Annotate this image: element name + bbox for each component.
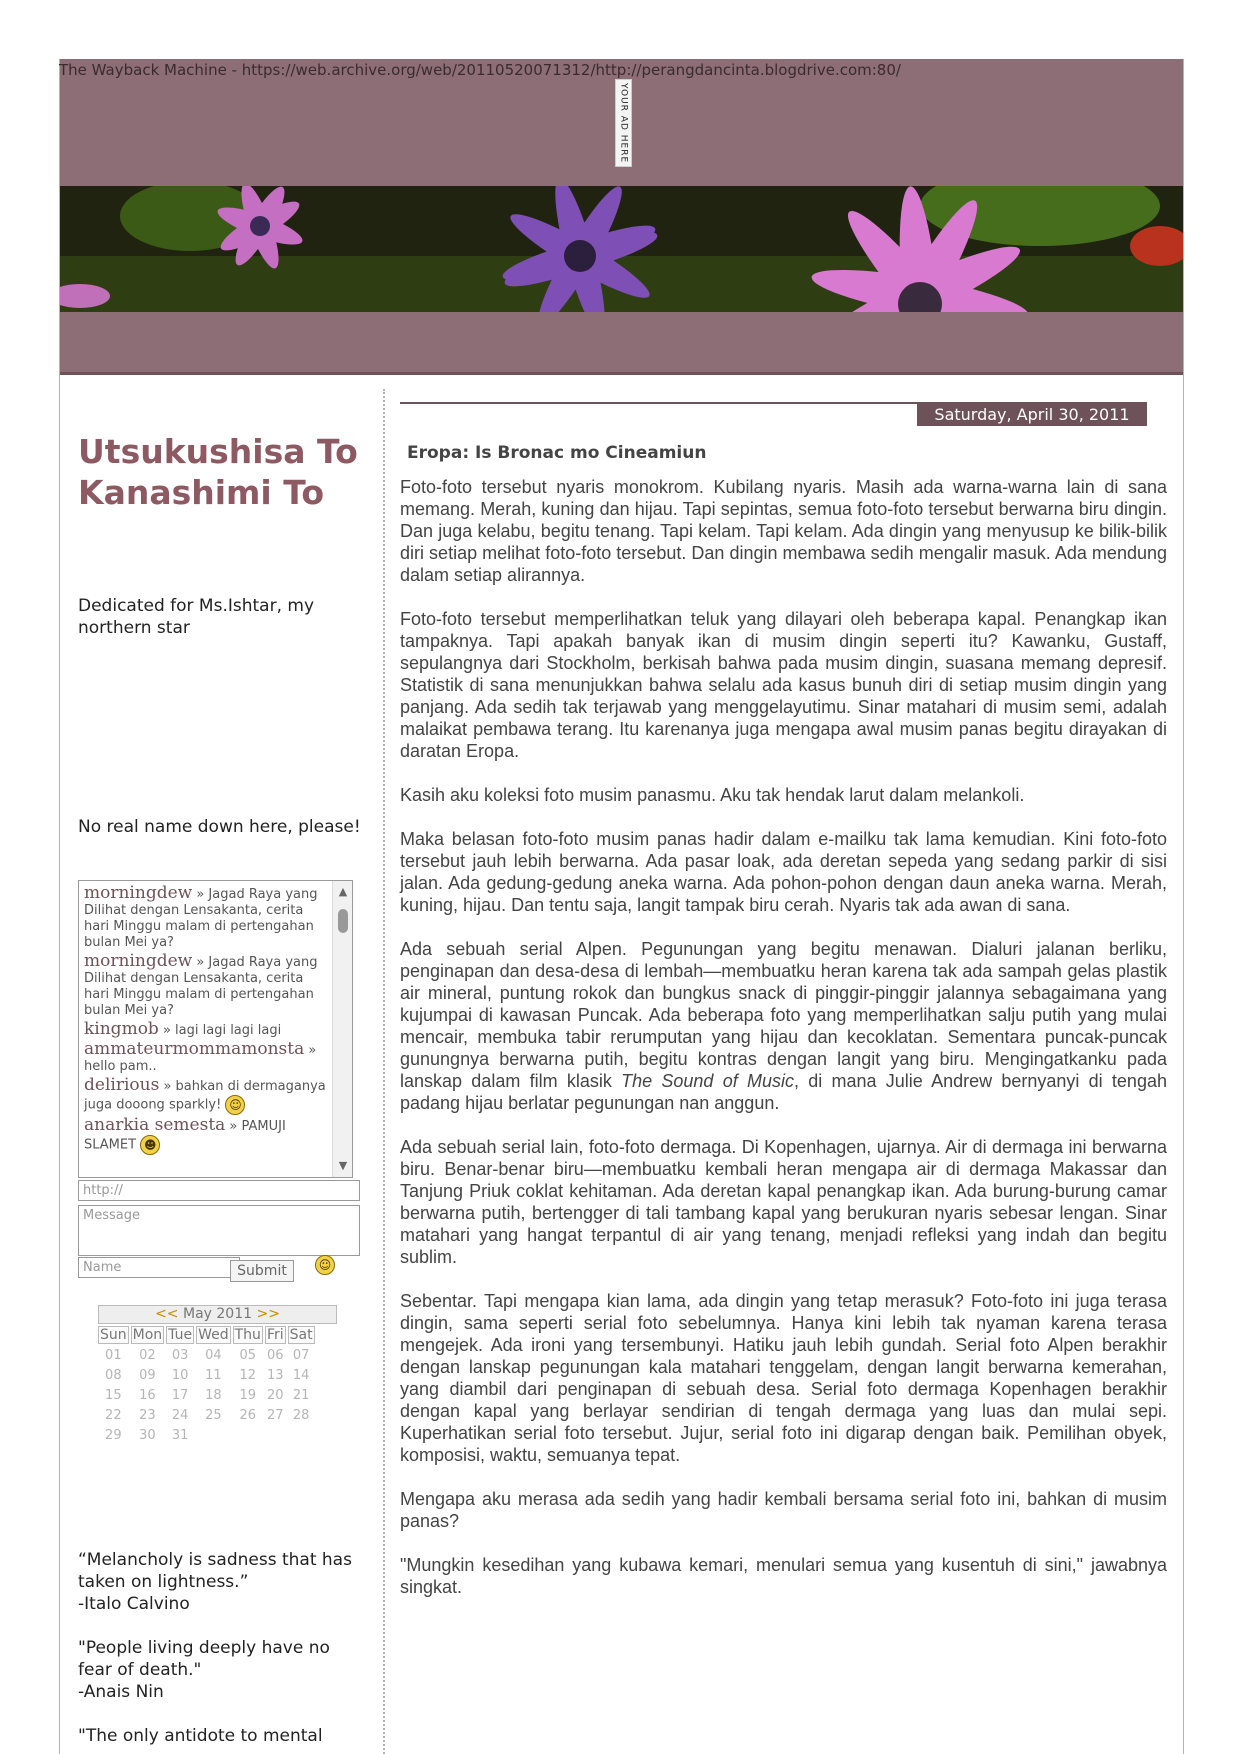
tag-entry [84,885,329,951]
tag-author[interactable]: ammateurmommamonsta [84,1039,305,1059]
name-input[interactable]: Name [78,1257,240,1278]
calendar-day: 05 [239,1347,257,1363]
scroll-up-icon[interactable]: ▲ [338,885,348,898]
post-body [400,476,1167,1620]
prev-month-link[interactable]: << [155,1306,179,1322]
post-paragraph: Ada sebuah serial lain, foto-foto dermaga. Di Kopenhagen, ujarnya. Air di dermaga ini berwarna biru. Benar-benar biru—membuatku kembali heran mengapa air di dermaga Makassar dan Tanjung Priuk coklat kehitaman. Ada deretan kapal penangkap ikan. Ada burung-burung camar berwarna putih, bertengger di tali tambang kapal yang berukuran nyaris sebesar lengan. Sinar matahari yang hangat terpantul di air yang tenang, menjadi refleksi yang indah dan begitu sublim. [400,1137,1167,1267]
tagboard-list [84,885,329,1157]
sidebar [60,389,385,1754]
calendar-day: 19 [239,1387,257,1403]
quote-text: “Melancholy is sadness that has taken on lightness.” [78,1550,352,1592]
quote-author: -Anais Nin [78,1682,164,1702]
paragraph-text: , di mana Julie Andrew bernyanyi di tengah padang hijau berlatar pegunungan nan anggun. [400,1071,1167,1113]
tag-entry [84,1117,329,1155]
blog-title[interactable]: Utsukushisa To Kanashimi To [78,432,358,512]
tag-author[interactable]: morningdew [84,883,193,903]
quote-text: "The only antidote to mental [78,1726,323,1746]
weekday-label: Mon [132,1327,163,1343]
post-date: Saturday, April 30, 2011 [917,403,1147,426]
calendar-day: 22 [105,1407,122,1423]
smiley-picker-icon[interactable]: ☺ [315,1255,335,1275]
post-paragraph: Kasih aku koleksi foto musim panasmu. Aku tak hendak larut dalam melankoli. [400,785,1025,805]
header [60,59,1183,375]
calendar-day: 12 [239,1367,257,1383]
quote-text: "People living deeply have no fear of death." [78,1638,330,1680]
calendar-day: 14 [292,1367,310,1383]
post-paragraph: Foto-foto tersebut nyaris monokrom. Kubilang nyaris. Masih ada warna-warna lain di sana memang. Merah, kuning dan hijau. Tapi sepintas, semua foto-foto tersebut berwarna biru dingin. Dan juga kelabu, begitu tenang. Tapi kelam. Tapi kelam. Ada dingin yang menyusup ke bilik-bilik diri setiap melihat foto-foto tersebut. Dan dingin membawa sedih mengalir masuk. Ada mendung dalam setiap alirannya. [400,477,1167,585]
quote-author: -Italo Calvino [78,1594,190,1614]
calendar-day: 17 [171,1387,189,1403]
message-input[interactable]: Message [78,1205,360,1256]
tag-entry [84,953,329,1019]
tag-author[interactable]: kingmob [84,1019,159,1039]
tag-message: » lagi lagi lagi lagi [162,1023,282,1038]
tag-message: » Jagad Raya yang Dilihat dengan Lensakanta, cerita hari Minggu malam di pertengahan bulan Mei ya? [84,955,318,1018]
tag-entry [84,1021,329,1039]
quote-block [78,1549,368,1615]
weekday-label: Sun [100,1327,127,1343]
calendar-day: 27 [267,1407,284,1423]
calendar-day: 25 [205,1407,222,1423]
calendar-day: 02 [139,1347,156,1363]
scroll-down-icon[interactable]: ▼ [338,1159,348,1172]
post-paragraph: Mengapa aku merasa ada sedih yang hadir kembali bersama serial foto ini, bahkan di musim panas? [400,1489,1167,1531]
url-input[interactable]: http:// [78,1180,360,1201]
submit-button[interactable]: Submit [230,1260,294,1282]
tag-message: » PAMUJI SLAMET [84,1119,286,1153]
post-paragraph: Sebentar. Tapi mengapa kian lama, ada dingin yang tetap merasuk? Foto-foto ini juga terasa dingin, sama seperti serial foto sebelumnya. Hanya kini lebih tak nyaman karena terasa mengejek. Ada ironi yang tersembunyi. Hatiku jauh lebih gundah. Serial foto Alpen berakhir dengan lanskap pegunungan kala matahari tenggelam, dengan langit berwarna kemerahan, yang diambil dari penginapan di sebuah desa. Serial foto dermaga Kopenhagen berakhir dengan kapal yang berlayar sendirian di tengah dermaga yang luas dan mulai sepi. Kuperhatikan serial foto tersebut. Jujur, serial foto ini digarap dengan baik. Pemilihan obyek, komposisi, waktu, semuanya tepat. [400,1291,1167,1465]
calendar-day: 29 [105,1427,122,1443]
calendar-day: 07 [292,1347,310,1363]
blog-dedication: Dedicated for Ms.Ishtar, my northern star [78,596,314,638]
scroll-thumb[interactable] [338,909,348,933]
tagboard-scrollbar[interactable] [332,881,352,1177]
weekday-label: Thu [234,1327,261,1343]
tag-message: » hello pam.. [84,1043,317,1074]
calendar-header [98,1305,337,1324]
calendar-day: 13 [267,1367,284,1383]
tag-author[interactable]: delirious [84,1075,160,1095]
calendar-day: 24 [171,1407,189,1423]
calendar-day: 10 [171,1367,189,1383]
calendar-day: 23 [139,1407,156,1423]
tag-entry [84,1041,329,1075]
calendar-day: 18 [205,1387,222,1403]
weekday-label: Wed [198,1327,229,1343]
tag-message: » bahkan di dermaganya juga dooong sparkly! [84,1079,326,1113]
tagboard[interactable] [78,880,353,1178]
calendar-day: 04 [205,1347,222,1363]
calendar-day: 20 [267,1387,284,1403]
calendar-day: 30 [139,1427,156,1443]
calendar [98,1305,338,1446]
weekday-label: Sat [289,1327,313,1343]
calendar-day: 26 [239,1407,257,1423]
calendar-day: 08 [105,1367,122,1383]
post-paragraph: "Mungkin kesedihan yang kubawa kemari, menulari semua yang kusentuh di sini," jawabnya singkat. [400,1555,1167,1597]
ad-slot[interactable]: YOUR AD HERE [615,79,632,167]
post-paragraph [400,938,1167,1114]
calendar-day [196,1426,231,1444]
post-title[interactable]: Eropa: Is Bronac mo Cineamiun [407,443,707,463]
tag-message: » Jagad Raya yang Dilihat dengan Lensakanta, cerita hari Minggu malam di pertengahan bulan Mei ya? [84,887,318,950]
weekday-label: Tue [168,1327,193,1343]
calendar-day: 16 [139,1387,156,1403]
paragraph-text: Ada sebuah serial Alpen. Pegunungan yang begitu menawan. Dialuri jalanan berliku, penginapan dan desa-desa di lembah—membuatku heran karena tak ada sampah gelas plastik air mineral, puntung rokok dan bungkus snack di pinggir-pinggir jalannya sebagaimana yang kujumpai di kawasan Puncak. Ada beberapa foto yang memperlihatkan salju putih yang mulai mencair, membuka tabir rerumputan yang hijau dan kecoklatan. Sementara puncak-puncak gunungnya berwarna putih, begitu kontras dengan langit yang biru. Mengingatkanku pada lanskap dalam film klasik [400,939,1167,1091]
tag-author[interactable]: anarkia semesta [84,1115,226,1135]
calendar-day [265,1426,286,1444]
calendar-day: 15 [105,1387,122,1403]
cool-smiley-icon: ☻ [140,1135,160,1155]
next-month-link[interactable]: >> [256,1306,280,1322]
calendar-day [233,1426,263,1444]
calendar-day: 09 [139,1367,156,1383]
quote-block [78,1637,368,1703]
post-paragraph: Foto-foto tersebut memperlihatkan teluk yang dilayari oleh beberapa kapal. Penangkap ikan tampaknya. Tapi apakah banyak ikan di musim dingin seperti itu? Kawanku, Gustaff, sepulangnya dari Stockholm, berkisah bahwa pada musim dingin, suasana memang depresif. Statistik di sana menunjukkan bahwa selalu ada kasus bunuh diri di setiap musim dingin yang panjang. Ada sedih tak terjawab yang menggelayutimu. Sinar matahari di musim semi, adalah malaikat pembawa terang. Itu karenanya juga mengapa awal musim panas begitu dirayakan di daratan Eropa. [400,609,1167,761]
calendar-month: May 2011 [182,1306,253,1322]
weekday-label: Fri [266,1327,284,1343]
calendar-day: 11 [205,1367,222,1383]
calendar-day: 06 [267,1347,284,1363]
calendar-day: 28 [292,1407,310,1423]
calendar-day: 31 [171,1427,189,1443]
wayback-banner[interactable]: The Wayback Machine - https://web.archive.org/web/20110520071312/http://perangdancinta.blogdrive.com:80/ [59,61,901,79]
tag-entry [84,1077,329,1115]
calendar-day [288,1426,315,1444]
calendar-day: 03 [171,1347,189,1363]
smiley-icon: ☺ [225,1095,245,1115]
calendar-grid [96,1324,317,1446]
header-banner-image [60,186,1183,312]
post-paragraph: Maka belasan foto-foto musim panas hadir dalam e-mailku tak lama kemudian. Kini foto-foto tersebut jauh lebih berwarna. Ada pasar loak, ada deretan sepeda yang sedang parkir di sisi jalan. Ada gedung-gedung aneka warna. Ada pohon-pohon dengan daun aneka warna. Merah, kuning, hijau. Dan tentu saja, langit tampak biru cerah. Nyaris tak ada awan di sana. [400,829,1167,915]
calendar-day: 21 [292,1387,310,1403]
film-title: The Sound of Music [621,1071,794,1091]
tagboard-heading: No real name down here, please! [78,817,361,837]
calendar-day: 01 [105,1347,122,1363]
tag-author[interactable]: morningdew [84,951,193,971]
page-frame [59,59,1184,1754]
quote-block [78,1725,368,1747]
